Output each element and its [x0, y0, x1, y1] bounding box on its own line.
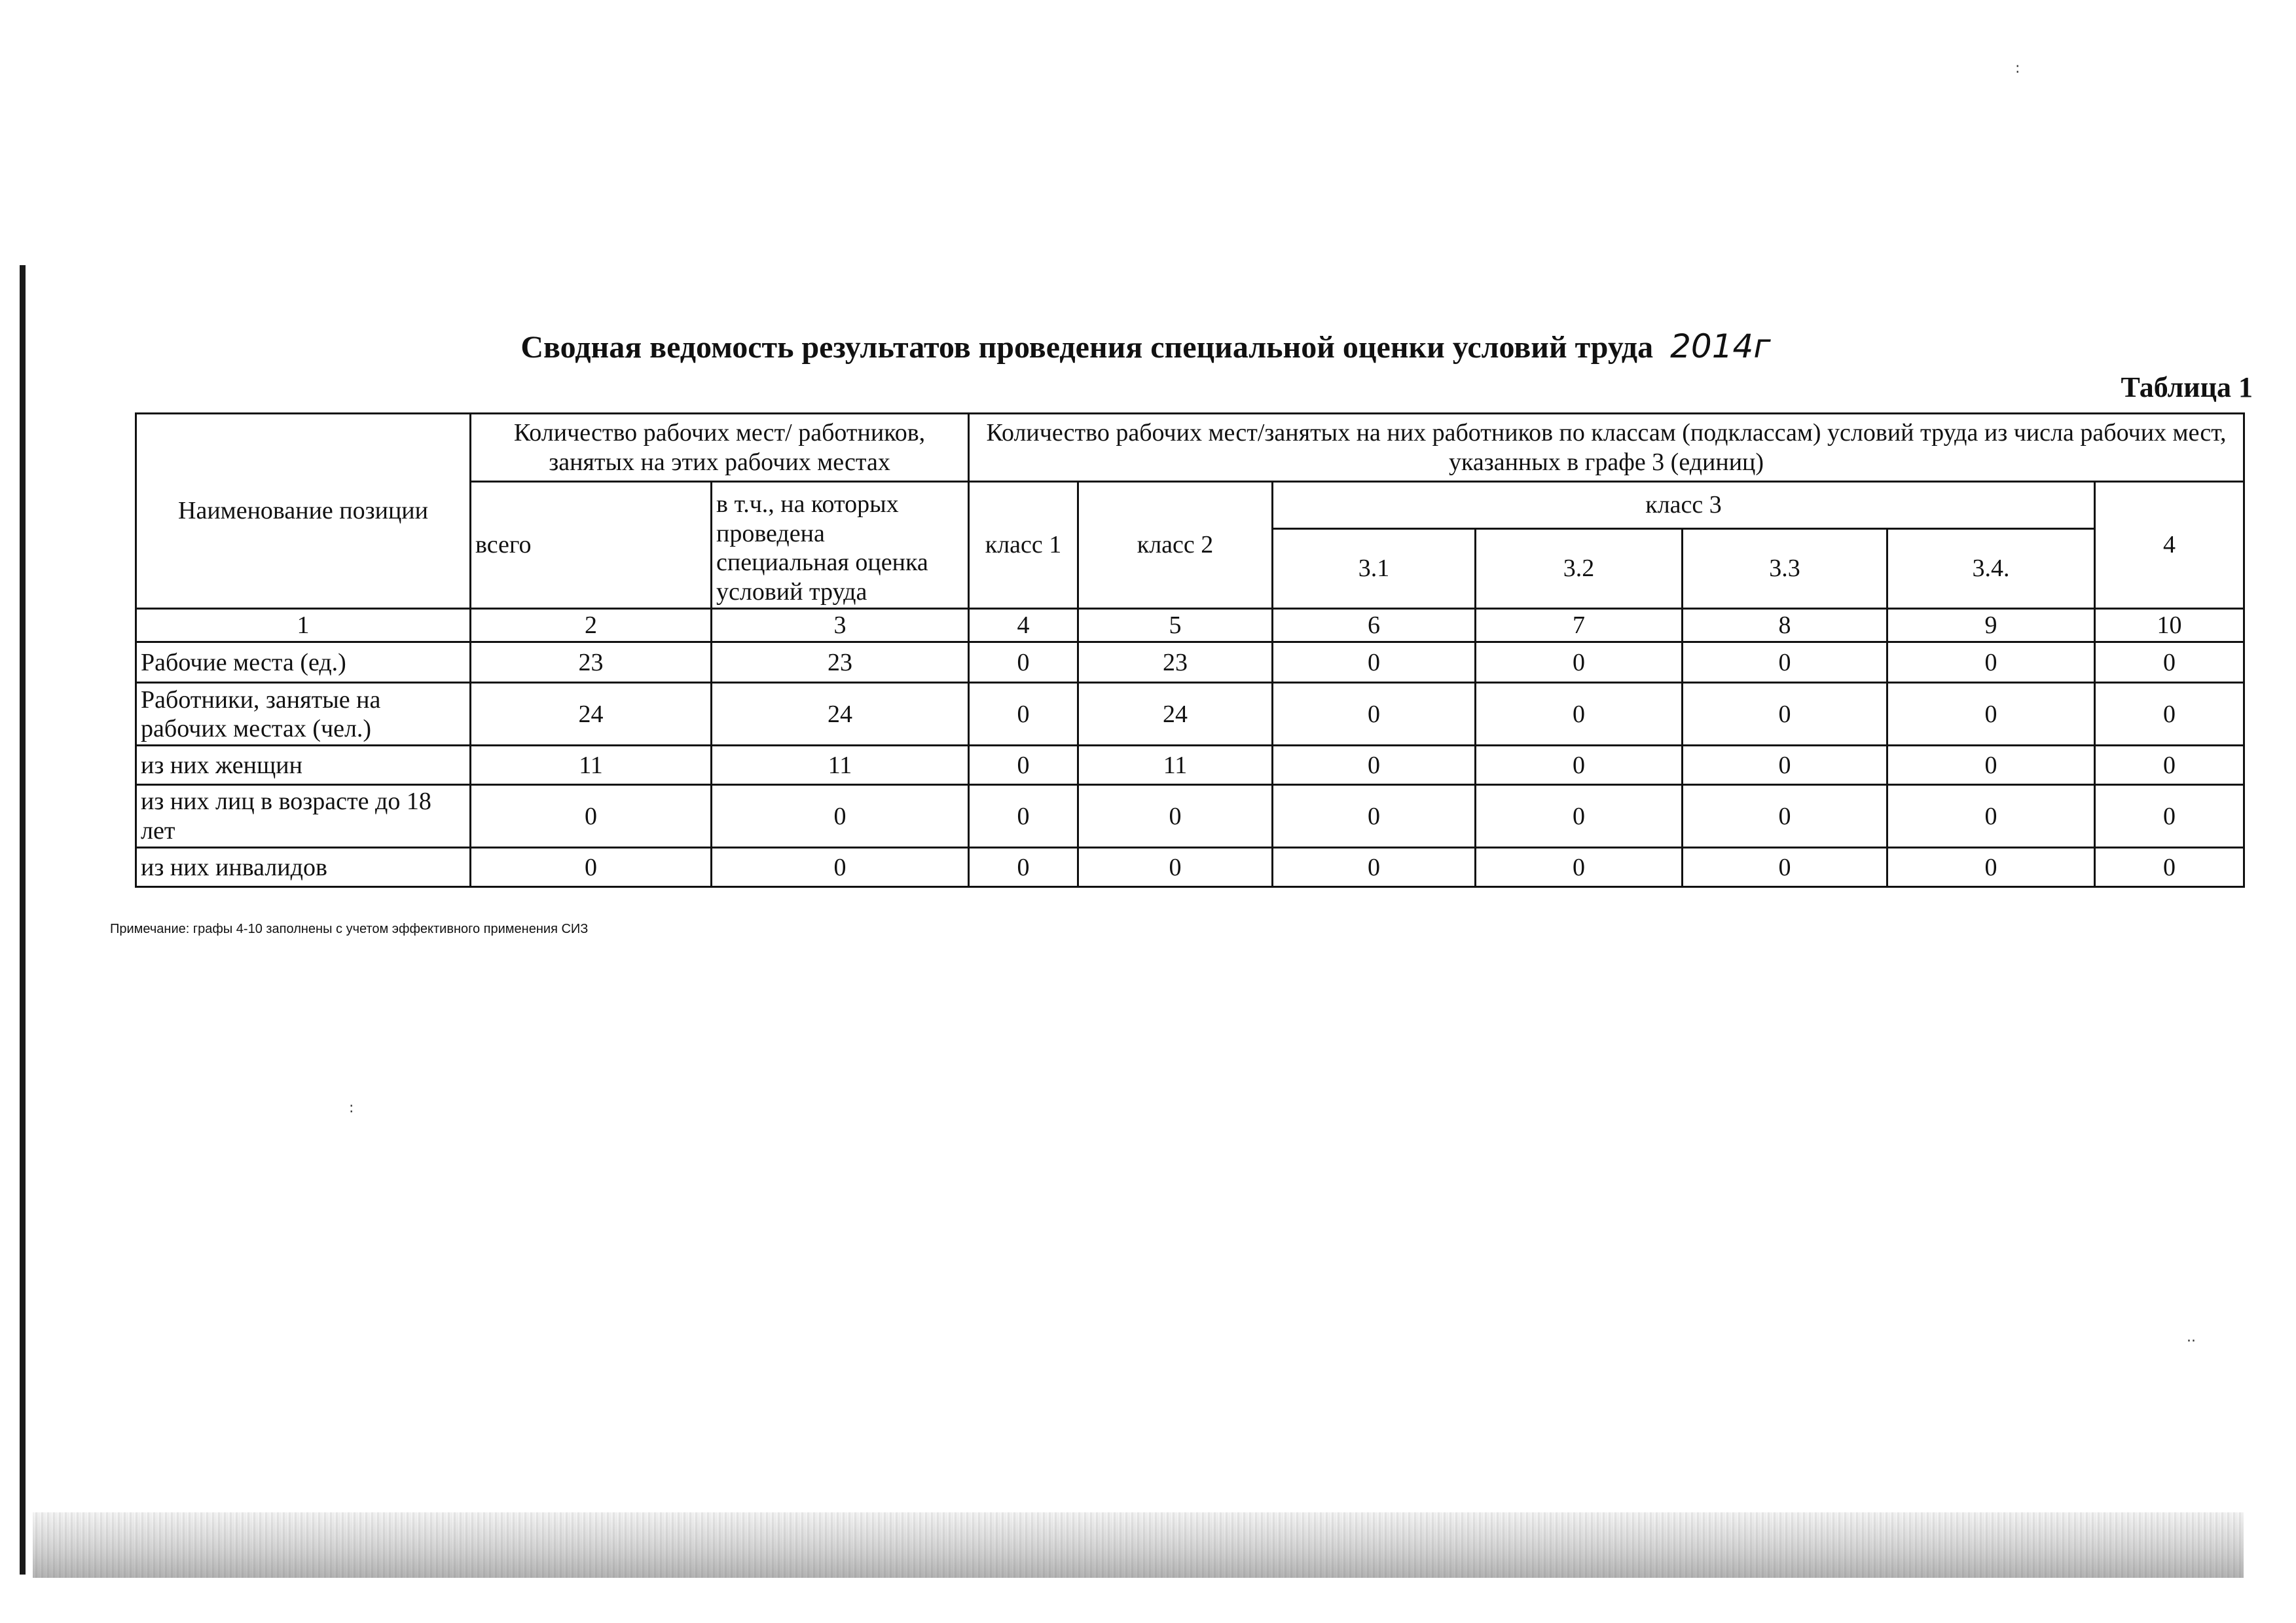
- table-cell: 0: [1476, 642, 1683, 683]
- column-number-row: [136, 609, 2244, 642]
- table-cell: 0: [1273, 848, 1476, 887]
- table-cell: 0: [1683, 785, 1887, 848]
- header-class2: класс 2: [1078, 482, 1273, 609]
- table-cell: 24: [712, 683, 969, 746]
- handwritten-year: 2014г: [1670, 327, 1771, 365]
- header-total: всего: [471, 482, 712, 609]
- row-label: из них женщин: [136, 746, 471, 785]
- table-cell: 0: [1273, 642, 1476, 683]
- header-assessed: в т.ч., на которых проведена специальная оценка условий труда: [712, 482, 969, 609]
- table-cell: 0: [2095, 848, 2244, 887]
- table-cell: 0: [1476, 785, 1683, 848]
- header-row: [136, 414, 2244, 482]
- table-row: [136, 746, 2244, 785]
- document-title: [393, 327, 1899, 365]
- table-cell: 23: [712, 642, 969, 683]
- table-label: Таблица 1: [2121, 371, 2253, 403]
- scan-speck: :: [349, 1100, 354, 1116]
- header-class4: 4: [2095, 482, 2244, 609]
- header-class1: класс 1: [969, 482, 1078, 609]
- table-cell: 11: [712, 746, 969, 785]
- column-number: 8: [1683, 609, 1887, 642]
- table-cell: 0: [969, 785, 1078, 848]
- row-label: из них лиц в возрасте до 18 лет: [136, 785, 471, 848]
- column-number: 3: [712, 609, 969, 642]
- table-cell: 0: [1887, 785, 2095, 848]
- header-sub-3-1: 3.1: [1273, 529, 1476, 609]
- table-cell: 0: [712, 848, 969, 887]
- table-cell: 0: [1683, 848, 1887, 887]
- header-position-name: Наименование позиции: [136, 414, 471, 609]
- table-cell: 0: [2095, 746, 2244, 785]
- header-sub-3-4: 3.4.: [1887, 529, 2095, 609]
- table-cell: 0: [1078, 848, 1273, 887]
- table-row: [136, 785, 2244, 848]
- table-cell: 24: [471, 683, 712, 746]
- table-cell: 0: [1683, 746, 1887, 785]
- table-cell: 0: [1273, 683, 1476, 746]
- column-number: 1: [136, 609, 471, 642]
- table-cell: 0: [2095, 683, 2244, 746]
- column-number: 10: [2095, 609, 2244, 642]
- table-cell: 0: [1887, 848, 2095, 887]
- table-cell: 0: [471, 848, 712, 887]
- table-cell: 0: [969, 642, 1078, 683]
- table-cell: 23: [1078, 642, 1273, 683]
- scan-speck: :: [2015, 60, 2020, 77]
- column-number: 4: [969, 609, 1078, 642]
- row-label: Рабочие места (ед.): [136, 642, 471, 683]
- footnote: Примечание: графы 4-10 заполнены с учетом эффективного применения СИЗ: [110, 922, 589, 936]
- table-cell: 0: [969, 848, 1078, 887]
- table-cell: 11: [1078, 746, 1273, 785]
- row-label: из них инвалидов: [136, 848, 471, 887]
- column-number: 6: [1273, 609, 1476, 642]
- table-cell: 0: [1476, 683, 1683, 746]
- table-cell: 0: [2095, 642, 2244, 683]
- table-cell: 0: [1887, 642, 2095, 683]
- row-label: Работники, занятые на рабочих местах (чел.): [136, 683, 471, 746]
- table-row: [136, 848, 2244, 887]
- table-cell: 0: [1887, 746, 2095, 785]
- scan-speck: ..: [2187, 1329, 2196, 1345]
- scan-bottom-noise: [33, 1512, 2244, 1578]
- table-cell: 0: [1273, 785, 1476, 848]
- summary-table: [135, 412, 2245, 888]
- header-class-group: Количество рабочих мест/занятых на них работников по классам (подклассам) условий труда из числа рабочих мест, указанных в графе 3 (единиц): [969, 414, 2244, 482]
- column-number: 9: [1887, 609, 2095, 642]
- column-number: 7: [1476, 609, 1683, 642]
- table-cell: 24: [1078, 683, 1273, 746]
- table-cell: 0: [1078, 785, 1273, 848]
- scan-left-edge: [20, 265, 26, 1575]
- table-cell: 0: [1887, 683, 2095, 746]
- table-cell: 11: [471, 746, 712, 785]
- table-row: [136, 642, 2244, 683]
- table-row: [136, 683, 2244, 746]
- column-number: 2: [471, 609, 712, 642]
- table-cell: 0: [1273, 746, 1476, 785]
- table-cell: 0: [969, 683, 1078, 746]
- table-cell: 0: [1683, 642, 1887, 683]
- header-sub-3-2: 3.2: [1476, 529, 1683, 609]
- table-cell: 0: [1476, 746, 1683, 785]
- table-cell: 0: [471, 785, 712, 848]
- header-count-group: Количество рабочих мест/ работников, занятых на этих рабочих местах: [471, 414, 969, 482]
- table-cell: 0: [2095, 785, 2244, 848]
- column-number: 5: [1078, 609, 1273, 642]
- table-cell: 0: [969, 746, 1078, 785]
- table-cell: 0: [1476, 848, 1683, 887]
- table-cell: 23: [471, 642, 712, 683]
- header-sub-3-3: 3.3: [1683, 529, 1887, 609]
- table-cell: 0: [1683, 683, 1887, 746]
- table-cell: 0: [712, 785, 969, 848]
- header-class3: класс 3: [1273, 482, 2095, 529]
- title-text: Сводная ведомость результатов проведения специальной оценки условий труда: [520, 330, 1654, 365]
